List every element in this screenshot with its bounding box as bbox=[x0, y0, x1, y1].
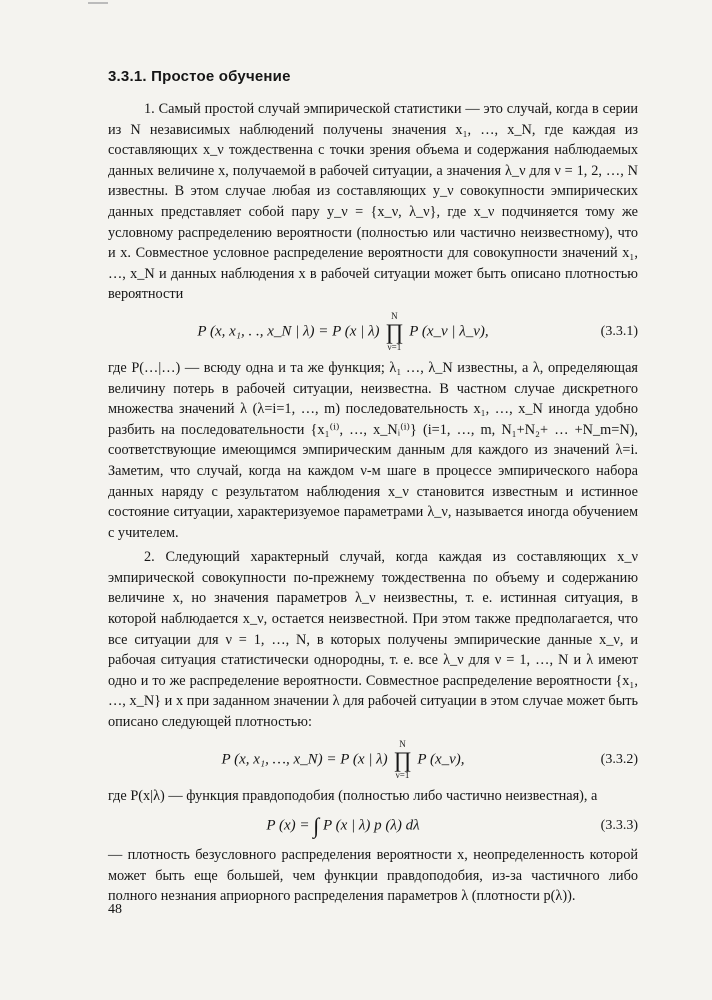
equation-formula bbox=[108, 312, 578, 352]
equation-formula bbox=[108, 740, 578, 780]
equation-lhs: P (x, x₁, . ., x_N | λ) = P (x | λ) bbox=[197, 323, 380, 340]
equation-3-3-3 bbox=[108, 813, 638, 839]
equation-number: (3.3.2) bbox=[600, 751, 638, 767]
product-upper-limit: N bbox=[399, 738, 406, 749]
equation-number: (3.3.1) bbox=[600, 323, 638, 339]
equation-3-3-2 bbox=[108, 740, 638, 780]
integral-symbol: ∫ bbox=[313, 813, 320, 839]
product-upper-limit: N bbox=[391, 310, 398, 321]
product-lower-limit: ν=1 bbox=[387, 341, 402, 352]
equation-rhs: P (x | λ) p (λ) dλ bbox=[323, 817, 420, 834]
equation-lhs: P (x, x₁, …, x_N) = P (x | λ) bbox=[221, 751, 388, 768]
scan-mark bbox=[88, 2, 108, 4]
equation-formula bbox=[108, 813, 578, 839]
product-symbol: ∏ bbox=[385, 318, 404, 344]
product-operator bbox=[385, 312, 403, 352]
product-lower-limit: ν=1 bbox=[395, 769, 410, 780]
product-symbol: ∏ bbox=[393, 746, 412, 772]
section-heading: 3.3.1. Простое обучение bbox=[108, 68, 291, 85]
product-operator bbox=[393, 740, 411, 780]
paragraph-1: 1. Самый простой случай эмпирической статистики — это случай, когда в серии из N независимых наблюдений получены значения x₁, …, x_N, где каждая из составляющих x_ν тождественна с точки зрения объема и содержания наблюдаемых данных величине x, получаемой в рабочей ситуации, а значения λ_ν для ν = 1, 2, …, N известны. В этом случае любая из составляющих y_ν совокупности эмпирических данных представляет собой пару y_ν = {x_ν, λ_ν}, где x_ν подчиняется тому же условному распределению вероятности (полностью или частично неизвестному), что и x. Совместное условное распределение вероятности для совокупности значений x₁, …, x_N и данных наблюдения x в рабочей ситуации может быть описано плотностью вероятности bbox=[108, 101, 638, 303]
page-number: 48 bbox=[108, 902, 122, 917]
equation-rhs: P (x_ν | λ_ν), bbox=[409, 323, 489, 340]
paragraph-2: где P(…|…) — всюду одна и та же функция; λ₁ …, λ_N известны, а λ, определяющая величину потерь в рабочей ситуации, неизвестна. В частном случае дискретного множества значений λ (λ=i=1, …, m) последовательность x₁, …, x_N иногда удобно разбить на последовательности {x₁⁽ⁱ⁾, …, x_Nᵢ⁽ⁱ⁾} (i=1, …, m, N₁+N₂+ … +N_m=N), соответствующие имеющимся эмпирическим данным для каждого из значений λ=i. Заметим, что случай, когда на каждом ν-м шаге в процессе эмпирического набора данных наряду с результатом наблюдения x_ν становится известным и истинное состояние ситуации, характеризуемое параметрами λ_ν, называется иногда обучением с учителем. bbox=[108, 359, 638, 541]
page-content bbox=[108, 68, 638, 907]
equation-rhs: P (x_ν), bbox=[417, 751, 465, 768]
equation-number: (3.3.3) bbox=[600, 818, 638, 834]
paragraph-5: — плотность безусловного распределения вероятности x, неопределенность которой может быть еще большей, чем функции правдоподобия, из-за частичного либо полного незнания априорного распределения параметров λ (плотности p(λ)). bbox=[108, 847, 638, 905]
paragraph-4: где P(x|λ) — функция правдоподобия (полностью либо частично неизвестная), а bbox=[108, 787, 598, 804]
equation-lhs: P (x) = bbox=[266, 817, 314, 834]
paragraph-3: 2. Следующий характерный случай, когда каждая из составляющих x_ν эмпирической совокупности по-прежнему тождественна по объему и содержанию величине x, но значения параметров λ_ν неизвестны, т. е. истинная ситуация, в которой наблюдается x_ν, остается неизвестной. При этом также предполагается, что все ситуации для ν = 1, …, N, в которых получены эмпирические данные x_ν, и рабочая ситуация статистически однородны, т. е. все λ_ν для ν = 1, …, N и λ имеют одно и то же распределение вероятности. Совместное распределение вероятности {x₁, …, x_N} и x при заданном значении λ для рабочей ситуации в этом случае может быть описано следующей плотностью: bbox=[108, 549, 638, 731]
equation-3-3-1 bbox=[108, 312, 638, 352]
